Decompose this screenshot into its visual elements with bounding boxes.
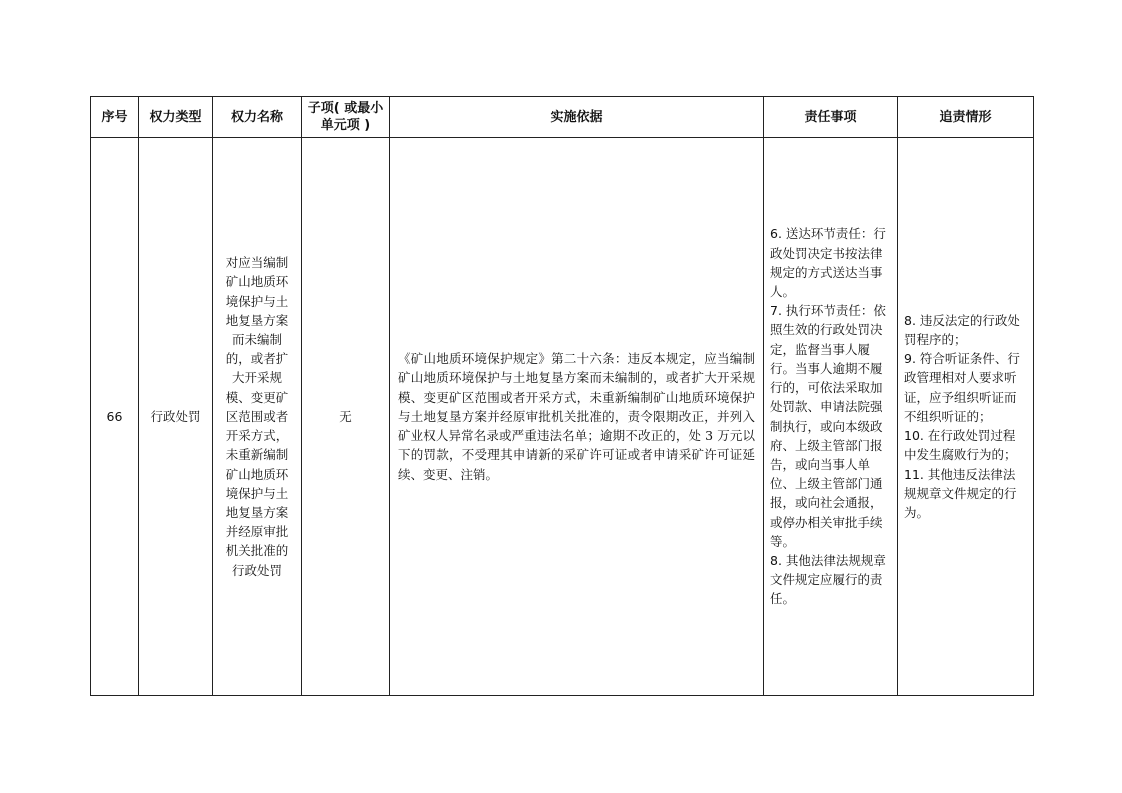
header-power-type: 权力类型 [139, 97, 213, 138]
responsibility-item: 6. 送达环节责任：行政处罚决定书按法律规定的方式送达当事人。 [770, 226, 886, 300]
cell-power-name: 对应当编制矿山地质环境保护与土地复垦方案而未编制的，或者扩大开采规模、变更矿区范围或者开采方式，未重新编制矿山地质环境保护与土地复垦方案并经原审批机关批准的行政处罚 [213, 138, 302, 696]
header-sub-item-line1: 子项( 或最小 [307, 101, 384, 116]
cell-responsibility [764, 138, 898, 696]
header-responsibility: 责任事项 [764, 97, 898, 138]
header-sub-item-line2: 单元项 ) [320, 118, 371, 133]
power-list-table [90, 96, 1034, 696]
cell-accountability [898, 138, 1034, 696]
cell-sub-item: 无 [302, 138, 390, 696]
accountability-item: 8. 违反法定的行政处罚程序的； [904, 312, 1020, 348]
responsibility-item: 7. 执行环节责任：依照生效的行政处罚决定，监督当事人履行。当事人逾期不履行的，可依法采取加处罚款、申请法院强制执行，或向本级政府、上级主管部门报告，或向当事人单位、上级主管部门通报，或向社会通报，或停办相关审批手续等。 [770, 303, 886, 549]
header-seq: 序号 [91, 97, 139, 138]
header-row [91, 97, 1034, 138]
header-accountability: 追责情形 [898, 97, 1034, 138]
header-sub-item [302, 97, 390, 138]
header-power-name: 权力名称 [213, 97, 302, 138]
table-row [91, 138, 1034, 696]
cell-power-type: 行政处罚 [139, 138, 213, 696]
header-basis: 实施依据 [390, 97, 764, 138]
accountability-item: 10. 在行政处罚过程中发生腐败行为的； [904, 428, 1017, 463]
cell-basis: 《矿山地质环境保护规定》第二十六条：违反本规定，应当编制矿山地质环境保护与土地复垦方案而未编制的，或者扩大开采规模、变更矿区范围或者开采方式，未重新编制矿山地质环境保护与土地复垦方案并经原审批机关批准的，责令限期改正，并列入矿业权人异常名录或严重违法名单；逾期不改正的，处 3 万元以下的罚款，不受理其申请新的采矿许可证或者申请采矿许可证延续、变更、注销。 [390, 138, 764, 696]
accountability-item: 9. 符合听证条件、行政管理相对人要求听证，应予组织听证而不组织听证的； [904, 351, 1020, 424]
accountability-item: 11. 其他违反法律法规规章文件规定的行为。 [904, 466, 1017, 520]
responsibility-item: 8. 其他法律法规规章文件规定应履行的责任。 [770, 552, 886, 607]
cell-seq: 66 [91, 138, 139, 696]
